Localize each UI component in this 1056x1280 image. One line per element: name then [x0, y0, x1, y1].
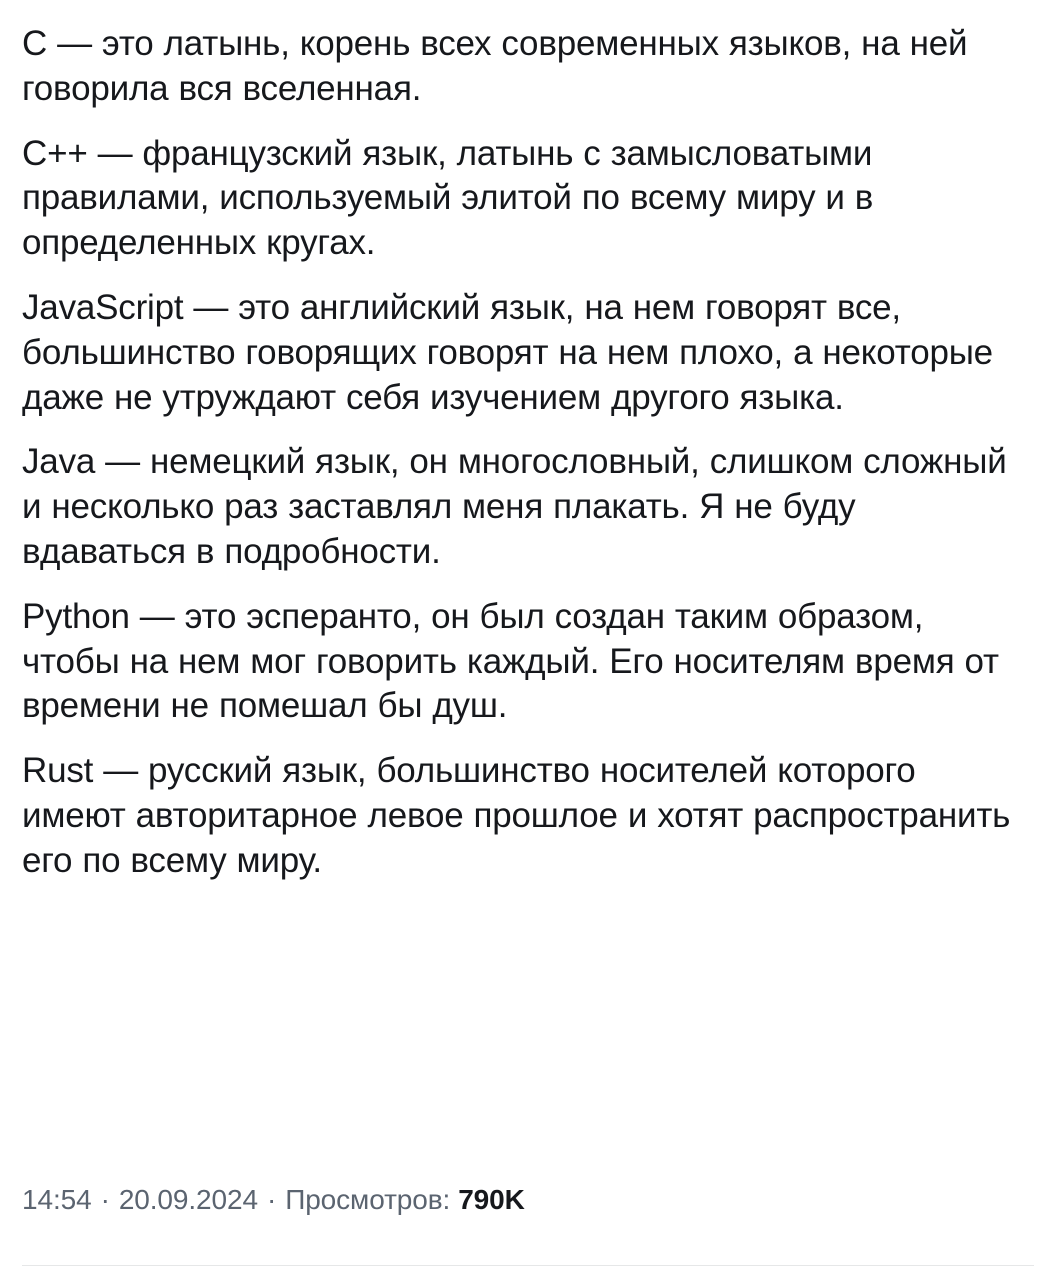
post-date: 20.09.2024: [118, 1184, 258, 1215]
post-time: 14:54: [22, 1184, 92, 1215]
views-label: Просмотров:: [285, 1184, 451, 1215]
post-paragraph: C — это латынь, корень всех современных языков, на ней говорила вся вселенная.: [22, 24, 968, 108]
bottom-divider: [22, 1265, 1034, 1266]
post-paragraph: C++ — французский язык, латынь с замысловатыми правилами, используемый элитой по всему миру и в определенных кругах.: [22, 133, 874, 263]
post-paragraph: Java — немецкий язык, он многословный, слишком сложный и несколько раз заставлял меня плакать. Я не буду вдаваться в подробности.: [22, 442, 1007, 571]
post-metadata: [22, 1184, 525, 1216]
post-paragraph: JavaScript — это английский язык, на нем говорят все, большинство говорящих говорят на нем плохо, а некоторые даже не утруждают себя изучением другого языка.: [22, 287, 993, 417]
meta-separator-1: ·: [100, 1184, 110, 1215]
post-text-body: [22, 22, 1028, 884]
views-count: 790K: [458, 1184, 525, 1215]
meta-separator-2: ·: [266, 1184, 277, 1215]
post-paragraph: Python — это эсперанто, он был создан таким образом, чтобы на нем мог говорить каждый. Его носителям время от времени не помешал бы душ.: [22, 596, 999, 726]
post-paragraph: Rust — русский язык, большинство носителей которого имеют авторитарное левое прошлое и хотят распространить его по всему миру.: [22, 751, 1011, 880]
